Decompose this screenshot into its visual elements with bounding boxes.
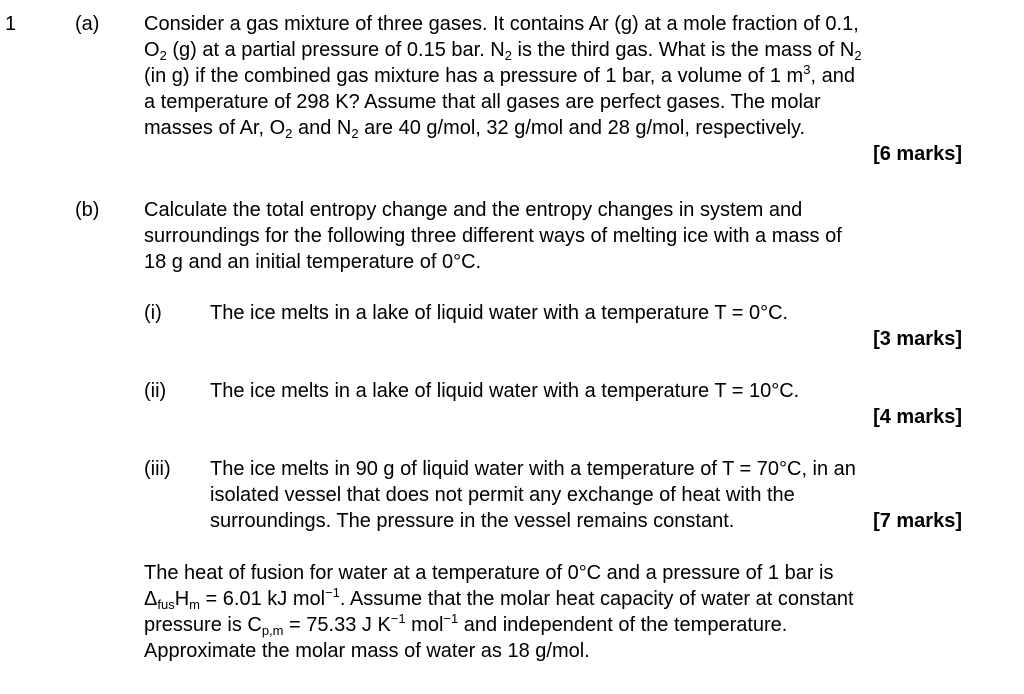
sub-i-label: (i) xyxy=(144,302,162,324)
note-line-1: The heat of fusion for water at a temperature of 0°C and a pressure of 1 bar is xyxy=(144,562,834,584)
part-a-line-3: (in g) if the combined gas mixture has a pressure of 1 bar, a volume of 1 $m^3$, and xyxy=(144,62,855,87)
sub-iii-line-2: isolated vessel that does not permit any exchange of heat with the xyxy=(210,484,795,506)
part-a-line-4: a temperature of 298 K? Assume that all gases are perfect gases. The molar xyxy=(144,91,821,113)
sub-i-text: The ice melts in a lake of liquid water with a temperature T = 0°C. xyxy=(210,302,789,324)
note-line-3: pressure is $C_{p,m} = 75.33$ J $K^{-1}$ mol$^{-1}$ and independent of the temperature. xyxy=(144,611,788,638)
part-b-line-3: 18 g and an initial temperature of 0°C. xyxy=(144,251,482,273)
note-line-2: $\Delta_{fus}H_m = 6.01$ kJ mol$^{-1}$. Assume that the molar heat capacity of water at constant xyxy=(144,585,854,612)
part-a-line-2: $O_2$ (g) at a partial pressure of 0.15 bar. $N_2$ is the third gas. What is the mass of $N_2$ xyxy=(144,39,862,63)
sub-ii-label: (ii) xyxy=(144,380,167,402)
question-number: 1 xyxy=(5,13,17,35)
sub-iii-text xyxy=(210,456,962,534)
part-a-label: (a) xyxy=(75,13,100,35)
sub-i-marks: [3 marks] xyxy=(873,328,962,350)
sub-ii-marks: [4 marks] xyxy=(873,406,962,428)
sub-iii-line-1: The ice melts in 90 g of liquid water with a temperature of T = 70°C, in an xyxy=(210,458,856,480)
part-b-line-2: surroundings for the following three different ways of melting ice with a mass of xyxy=(144,225,842,247)
part-a-line-1: Consider a gas mixture of three gases. It contains Ar (g) at a mole fraction of 0.1, xyxy=(144,13,859,35)
part-b-label: (b) xyxy=(75,199,100,221)
sub-iii-marks: [7 marks] xyxy=(873,510,962,532)
part-a-line-5: masses of Ar, $O_2$ and $N_2$ are 40 g/mol, 32 g/mol and 28 g/mol, respectively. xyxy=(144,117,806,141)
sub-iii-line-3: surroundings. The pressure in the vessel remains constant. xyxy=(210,510,735,532)
sub-ii-text: The ice melts in a lake of liquid water with a temperature T = 10°C. xyxy=(210,380,800,402)
part-b-line-1: Calculate the total entropy change and the entropy changes in system and xyxy=(144,199,803,221)
sub-iii-label: (iii) xyxy=(144,458,171,480)
part-b-text xyxy=(144,197,964,275)
part-a-marks: [6 marks] xyxy=(873,143,962,165)
part-a-text xyxy=(144,11,964,141)
note-line-4: Approximate the molar mass of water as 18 g/mol. xyxy=(144,640,590,662)
data-note xyxy=(144,560,964,664)
